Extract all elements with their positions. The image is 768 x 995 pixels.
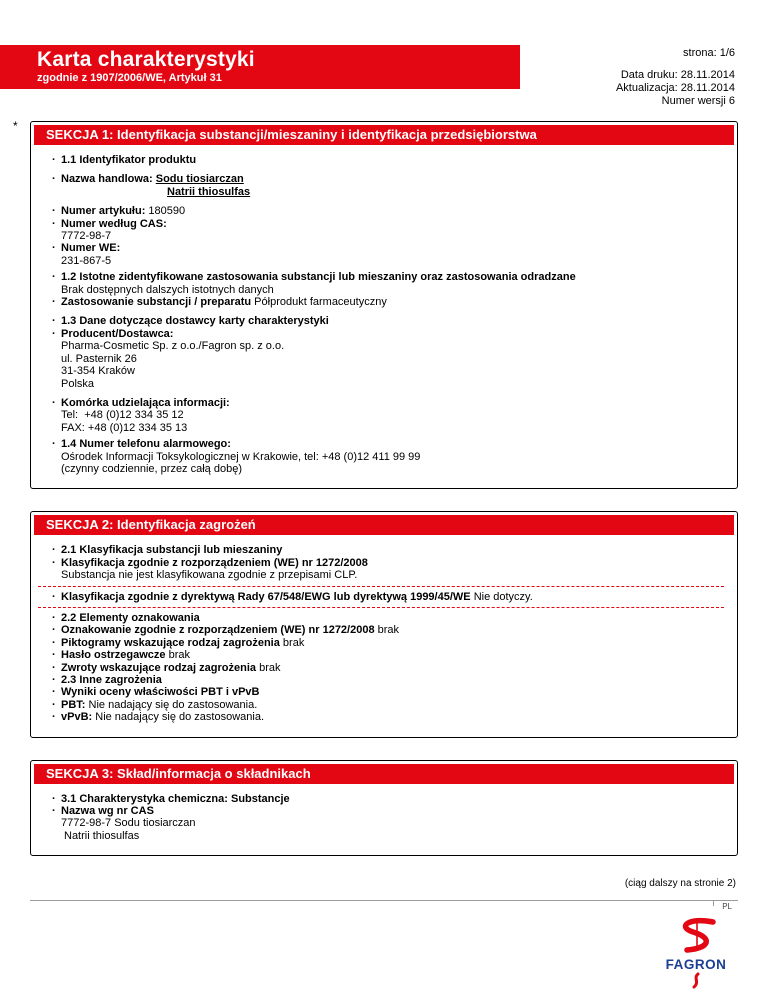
signal-word-label: Hasło ostrzegawcze [61, 649, 166, 662]
identified-uses-note: Brak dostępnych dalszych istotnych danych [61, 283, 274, 296]
article-number-value: 180590 [148, 205, 186, 218]
cas-number-label: · Numer według CAS: [52, 218, 724, 230]
serpent-tail-icon [694, 974, 698, 987]
pbt-label: PBT: [61, 698, 86, 711]
pictograms-label: Piktogramy wskazujące rodzaj zagrożenia [61, 636, 280, 649]
producer-street: ul. Pasternik 26 [61, 352, 137, 365]
cas-name-heading: · Nazwa wg nr CAS [52, 805, 724, 817]
section-3-header [34, 764, 734, 784]
trade-name-value: Sodu tiosiarczan [155, 173, 244, 186]
document-header-banner [0, 45, 520, 89]
section-2-header [34, 515, 734, 535]
fagron-logo [650, 916, 742, 995]
page-indicator: strona: 1/6 [683, 47, 735, 59]
classification-heading: · 2.1 Klasyfikacja substancji lub mieszaniny [52, 544, 724, 556]
update-date: Aktualizacja: 28.11.2014 [615, 82, 735, 94]
vpvb-label: vPvB: [61, 711, 93, 724]
version-number: Numer wersji 6 [661, 95, 735, 107]
serpent-icon [686, 921, 713, 950]
producer-city: 31-354 Kraków [61, 365, 135, 378]
hazard-statements-value: brak [259, 661, 281, 674]
emergency-center: Ośrodek Informacji Toksykologicznej w Krakowie, tel: +48 (0)12 411 99 99 [61, 450, 421, 463]
trade-name-label: Nazwa handlowa: [61, 173, 153, 186]
product-identifier-heading: · 1.1 Identyfikator produktu [52, 154, 724, 166]
chemical-characterisation-heading: · 3.1 Charakterystyka chemiczna: Substancje [52, 793, 724, 805]
hazard-statements-line [52, 662, 724, 674]
signal-word-value: brak [168, 649, 191, 662]
page-content [30, 121, 738, 912]
section-3-body [34, 784, 734, 853]
other-hazards-heading: · 2.3 Inne zagrożenia [52, 674, 724, 686]
article-number-line [52, 205, 724, 217]
trade-name-value-2: Natrii thiosulfas [167, 185, 251, 198]
document-meta [616, 47, 735, 108]
signal-word-line [52, 649, 724, 661]
section-1-title: SEKCJA 1: Identyfikacja substancji/mieszaniny i identyfikacja przedsiębiorstwa [46, 127, 537, 142]
document-title: Karta charakterystyki [37, 48, 255, 71]
trade-name-line-2 [52, 186, 724, 198]
directive-classification-line [52, 591, 724, 603]
section-3-title: SEKCJA 3: Skład/informacja o składnikach [46, 765, 311, 781]
labelling-label: Oznakowanie zgodnie z rozporządzeniem (WE) nr 1272/2008 [61, 624, 375, 637]
section-2-body [34, 535, 734, 733]
fagron-logo-text: FAGRON [665, 957, 727, 972]
footer-rule [30, 900, 738, 912]
pbt-assessment-heading: · Wyniki oceny właściwości PBT i vPvB [52, 686, 724, 698]
document-subtitle: zgodnie z 1907/2006/WE, Artykuł 31 [37, 72, 222, 84]
pictograms-value: brak [282, 636, 305, 649]
directive-classification-label: Klasyfikacja zgodnie z dyrektywą Rady 67/548/EWG lub dyrektywą 1999/45/WE [61, 590, 471, 603]
cas-substance-line: 7772-98-7 Sodu tiosiarczan [61, 817, 196, 830]
producer-name: Pharma-Cosmetic Sp. z o.o./Fagron sp. z o.o. [61, 340, 285, 353]
section-1-body [34, 145, 734, 485]
info-department-label: · Komórka udzielająca informacji: [52, 397, 724, 409]
vpvb-value: Nie nadający się do zastosowania. [95, 711, 265, 724]
producer-label: · Producent/Dostawca: [52, 328, 724, 340]
footer-lang-label: PL [722, 902, 732, 912]
producer-country: Polska [61, 377, 95, 390]
pbt-value: Nie nadający się do zastosowania. [88, 698, 258, 711]
label-elements-heading: · 2.2 Elementy oznakowania [52, 612, 724, 624]
section-1 [30, 121, 738, 489]
pictograms-line [52, 637, 724, 649]
clp-classification-label: · Klasyfikacja zgodnie z rozporządzeniem (WE) nr 1272/2008 [52, 557, 724, 569]
revision-marker: * [13, 119, 18, 133]
dashed-divider [38, 607, 724, 608]
continuation-note: (ciąg dalszy na stronie 2) [624, 878, 736, 890]
section-1-header [34, 125, 734, 145]
identified-uses-heading: · 1.2 Istotne zidentyfikowane zastosowania substancji lub mieszaniny oraz zastosowania odradzane [52, 271, 724, 283]
fagron-logo-graphic [650, 916, 742, 990]
application-label: Zastosowanie substancji / preparatu [61, 296, 252, 309]
section-3 [30, 760, 738, 857]
ec-number-label: · Numer WE: [52, 242, 724, 254]
pbt-line [52, 699, 724, 711]
article-number-label: Numer artykułu: [61, 205, 146, 218]
emergency-number-heading: · 1.4 Numer telefonu alarmowego: [52, 438, 724, 450]
hazard-statements-label: Zwroty wskazujące rodzaj zagrożenia [61, 661, 257, 674]
section-2-title: SEKCJA 2: Identyfikacja zagrożeń [46, 517, 256, 533]
dashed-divider [38, 586, 724, 587]
ec-number-value: 231-867-5 [61, 254, 112, 267]
labelling-value: brak [377, 624, 400, 637]
application-value: Półprodukt farmaceutyczny [254, 296, 387, 309]
application-line [52, 296, 724, 308]
emergency-hours: (czynny codziennie, przez całą dobę) [61, 462, 242, 475]
vpvb-line [52, 711, 724, 723]
supplier-heading: · 1.3 Dane dotyczące dostawcy karty charakterystyki [52, 315, 724, 327]
cas-substance-line-2: Natrii thiosulfas [64, 829, 140, 842]
cas-number-value: 7772-98-7 [61, 230, 112, 243]
print-date: Data druku: 28.11.2014 [620, 69, 735, 81]
labelling-line [52, 624, 724, 636]
section-2 [30, 511, 738, 737]
footer-rule-tick [713, 901, 714, 906]
directive-classification-value: Nie dotyczy. [473, 590, 533, 603]
clp-classification-note: Substancja nie jest klasyfikowana zgodnie z przepisami CLP. [61, 569, 358, 582]
info-telephone: Tel: +48 (0)12 334 35 12 [61, 409, 184, 422]
trade-name-line [52, 173, 724, 185]
info-fax: FAX: +48 (0)12 334 35 13 [61, 421, 188, 434]
